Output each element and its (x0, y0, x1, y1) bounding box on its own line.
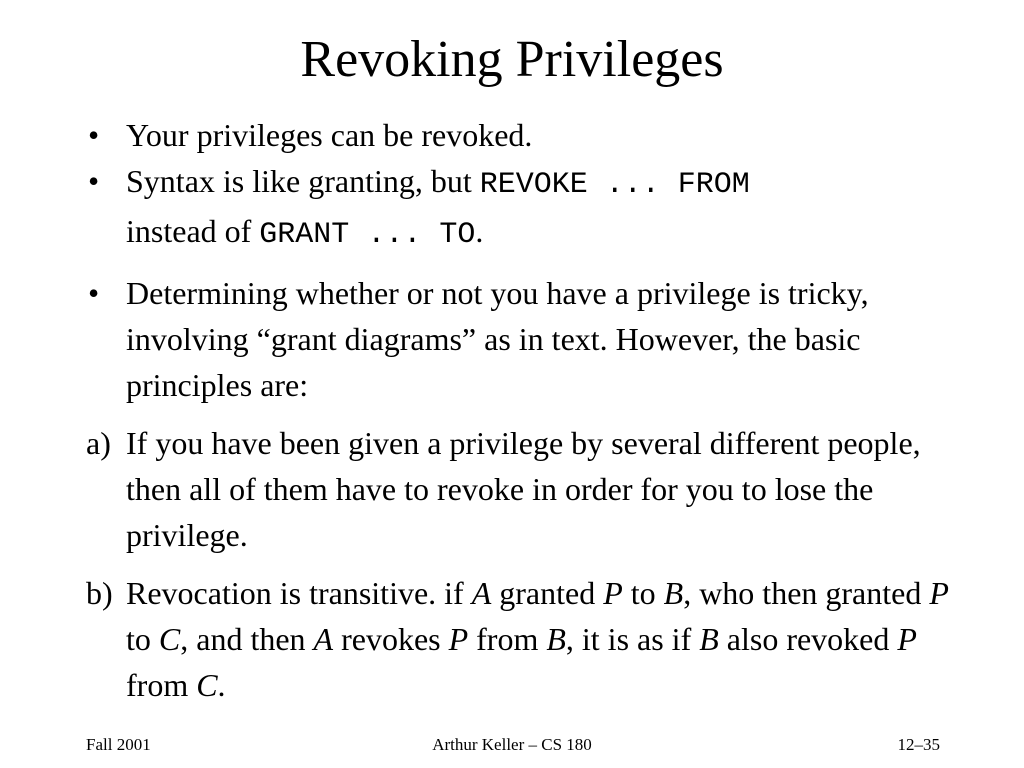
bullet-item (86, 112, 956, 158)
item-letter: b) (86, 575, 113, 611)
var-p: P (603, 575, 623, 611)
var-p: P (929, 575, 949, 611)
item-text: to (126, 621, 159, 657)
code-revoke-from: REVOKE ... FROM (479, 168, 750, 202)
slide-title: Revoking Privileges (300, 31, 724, 88)
item-text: , who then granted (683, 575, 930, 611)
code-grant-to: GRANT ... TO (259, 218, 476, 252)
var-a: A (313, 621, 334, 657)
var-c: C (196, 667, 218, 703)
item-letter: a) (86, 425, 111, 461)
bullet-text: Syntax is like granting, but (126, 163, 480, 199)
var-c: C (158, 621, 181, 657)
bullet-item (86, 270, 956, 408)
bullet-item (86, 158, 956, 258)
item-text: Revocation is transitive. if (126, 575, 472, 611)
item-text: If you have been given a privilege by several different people, then all of them have to revoke in order for you to lose the privilege. (126, 425, 921, 553)
slide-body (86, 112, 956, 708)
item-text: to (622, 575, 664, 611)
footer-page-number: 12–35 (897, 735, 940, 754)
footer-date: Fall 2001 (86, 735, 151, 754)
item-text: , and then (180, 621, 314, 657)
bullet-text: Your privileges can be revoked. (126, 117, 533, 153)
item-text: also revoked (718, 621, 898, 657)
bullet-marker: • (88, 117, 100, 153)
var-b: B (663, 575, 684, 611)
var-p: P (897, 621, 917, 657)
var-b: B (546, 621, 566, 657)
lettered-item (86, 420, 956, 558)
footer-author-course: Arthur Keller – CS 180 (432, 735, 592, 754)
item-text: revokes (333, 621, 449, 657)
bullet-marker: • (88, 275, 100, 311)
var-a: A (471, 575, 492, 611)
item-text: from (126, 667, 197, 703)
item-text: granted (491, 575, 604, 611)
item-text: . (217, 667, 226, 703)
bullet-text: . (475, 213, 484, 249)
var-p: P (448, 621, 469, 657)
bullet-marker: • (88, 163, 100, 199)
item-text: from (468, 621, 547, 657)
bullet-text: instead of (126, 213, 260, 249)
var-b: B (699, 621, 719, 657)
lettered-item (86, 570, 956, 708)
item-text: , it is as if (565, 621, 700, 657)
bullet-text: Determining whether or not you have a privilege is tricky, involving “grant diagrams” as in text. However, the basic principles are: (126, 275, 869, 403)
